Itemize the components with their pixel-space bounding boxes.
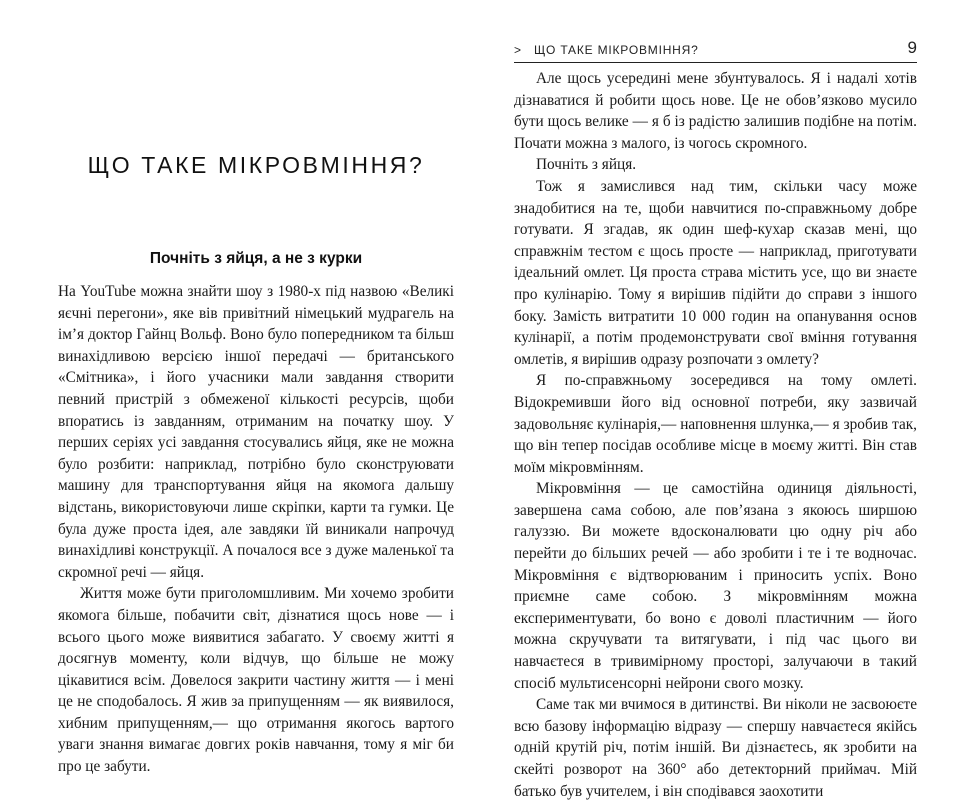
chevron-right-icon: > xyxy=(514,43,522,57)
left-body-text xyxy=(58,281,454,778)
paragraph: Почніть з яйця. xyxy=(536,156,637,174)
running-head xyxy=(514,40,917,63)
paragraph: Мікровміння — це самостійна одиниця діяльності, завершена сама собою, але пов’язана з якоюсь ширшою галуззю. Ви можете вдосконалювати цю одну річ або перейти до більших речей — або зробити і те і те водночас. Мікровміння є відтворюваним і приносить успіх. Воно приємне саме собою. З мікровмінням можна експериментувати, бо воно є доволі пластичним — його можна скручувати та витягувати, і під час цього ви навчаєтеся в тривимірному просторі, залучаючи в такий спосіб мультисенсорні нейрони свого мозку. xyxy=(514,480,917,692)
paragraph: Я по-справжньому зосередився на тому омлеті. Відокремивши його від основної потреби, яку зазвичай задовольняє кулінарія,— наповнення шлунка,— я зробив так, що він тепер посідав особливе місце в моєму житті. Він став моїм мікровмінням. xyxy=(514,372,917,476)
paragraph: Але щось усередині мене збунтувалось. Я і надалі хотів дізнаватися й робити щось нове. Це не обов’язково мусило бути щось велике — я б із радістю залишив подібне на потім. Почати можна з малого, із чогось скромного. xyxy=(514,70,917,152)
paragraph: Тож я замислився над тим, скільки часу може знадобитися на те, щоби навчитися по-справжньому добре готувати. Я згадав, як один шеф-кухар сказав мені, що справжнім тестом є щось просте — наприклад, приготувати ідеальний омлет. Ця проста страва містить усе, що ви знаєте про кулінарію. Тому я вирішив підійти до справи з іншого боку. Замість витратити 10 000 годин на опанування основ кулінарії, а потім продемонструвати свої вміння готування омлетів, я вирішив одразу розпочати з омлету? xyxy=(514,177,917,368)
page-number: 9 xyxy=(907,38,917,57)
right-body-text xyxy=(514,68,917,802)
paragraph: Життя може бути приголомшливим. Ми хочемо зробити якомога більше, побачити світ, дізнатися щось нове — і всього цього може виявитися забагато. У своєму житті я досягнув моменту, коли відчув, що більше не можу цікавитися всім. Довелося закрити частину життя — і мені це не сподобалось. Я жив за припущенням — як виявилося, хибним припущенням,— що отримання якогось вартого уваги знання вимагає довгих років навчання, тому я міг би про це забути. xyxy=(58,585,454,776)
right-page xyxy=(514,0,917,800)
paragraph: На YouTube можна знайти шоу з 1980-х під назвою «Великі яєчні перегони», яке вів привітний німецький мудрагель на ім’я доктор Гайнц Вольф. Воно було попередником та більш винахідливою версією іншої передачі — британського «Смітника», і його учасники мали завдання створити певний пристрій з обмеженої кількості ресурсів, щоби впоратись із завданням, отриманим на початку шоу. У перших серіях усі завдання стосувались яйця, яке не можна було розбити: наприклад, потрібно було сконструювати машину для транспортування яйця на якомога дальшу відстань, використовуючи лише скріпки, карти та гумки. Це була дуже проста ідея, але завдяки їй виникали напрочуд винахідливі конструкції. А почалося все з дуже маленької та скромної речі — яйця. xyxy=(58,283,454,581)
left-page xyxy=(58,0,454,776)
chapter-title: ЩО ТАКЕ МІКРОВМІННЯ? xyxy=(87,152,425,178)
section-title: Почніть з яйця, а не з курки xyxy=(149,250,363,267)
paragraph: Саме так ми вчимося в дитинстві. Ви ніколи не засвоюєте всю базову інформацію відразу — спершу навчаєтеся якійсь одній крутій річ, потім іншій. Ви дізнаєтесь, як зробити на скейті розворот на 360° або детекторний приймач. Мій батько був учителем, і він сподівався заохотити xyxy=(514,696,917,800)
running-head-title: ЩО ТАКЕ МІКРОВМІННЯ? xyxy=(534,43,699,57)
